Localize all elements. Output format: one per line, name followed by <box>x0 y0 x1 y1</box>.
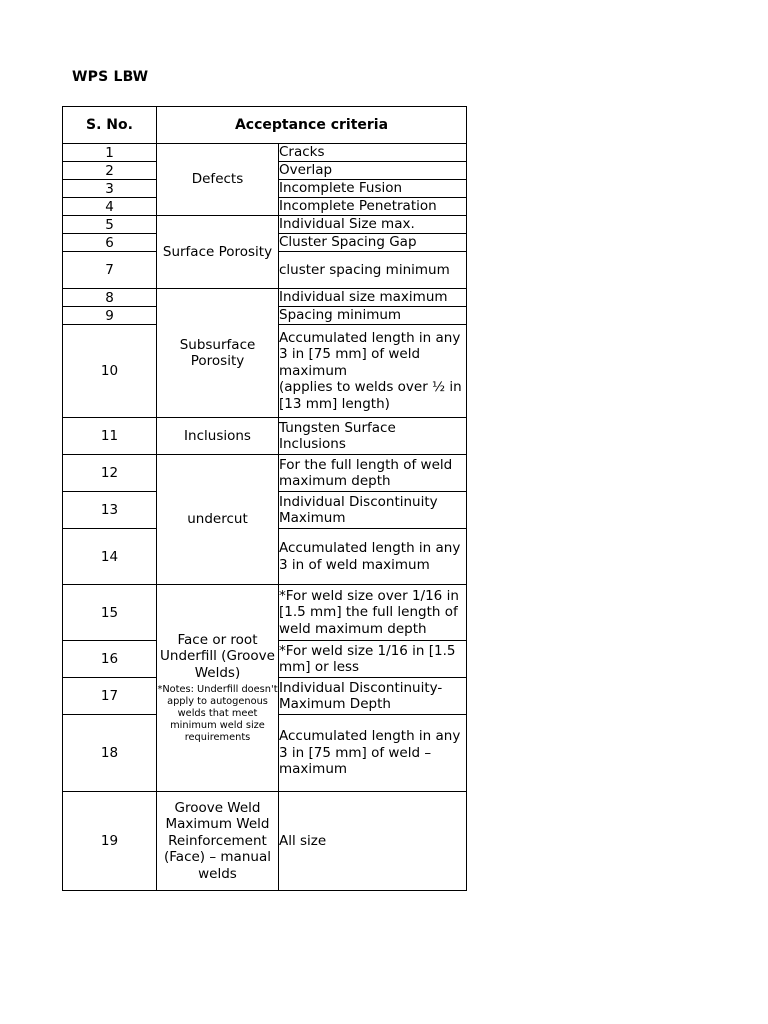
criterion-cell: Cluster Spacing Gap <box>279 234 467 252</box>
sno-cell: 9 <box>63 307 157 325</box>
document-title: WPS LBW <box>72 69 149 85</box>
underfill-note: *Notes: Underfill doesn't apply to autogenous welds that meet minimum weld size requirements <box>157 684 278 744</box>
sno-cell: 8 <box>63 289 157 307</box>
sno-cell: 6 <box>63 234 157 252</box>
sno-cell: 19 <box>63 792 157 891</box>
sno-cell: 14 <box>63 529 157 585</box>
criterion-cell: Incomplete Fusion <box>279 180 467 198</box>
acceptance-criteria-table <box>62 106 467 891</box>
table-row <box>63 418 467 455</box>
criterion-cell: Individual size maximum <box>279 289 467 307</box>
criterion-cell: Incomplete Penetration <box>279 198 467 216</box>
sno-cell: 4 <box>63 198 157 216</box>
criterion-cell: All size <box>279 792 467 891</box>
group-cell-undercut: undercut <box>157 455 279 585</box>
group-cell-inclusions: Inclusions <box>157 418 279 455</box>
criterion-cell: *For weld size 1/16 in [1.5 mm] or less <box>279 641 467 678</box>
group-cell-underfill <box>157 585 279 792</box>
group-cell-defects: Defects <box>157 144 279 216</box>
group-cell-surface-porosity: Surface Porosity <box>157 216 279 289</box>
sno-cell: 12 <box>63 455 157 492</box>
sno-cell: 16 <box>63 641 157 678</box>
group-cell-groove-weld-reinforcement: Groove Weld Maximum Weld Reinforcement (Face) – manual welds <box>157 792 279 891</box>
sno-cell: 15 <box>63 585 157 641</box>
criterion-cell: Individual Size max. <box>279 216 467 234</box>
criterion-cell: Individual Discontinuity- Maximum Depth <box>279 678 467 715</box>
table-row <box>63 585 467 641</box>
criterion-cell: Individual Discontinuity Maximum <box>279 492 467 529</box>
sno-cell: 13 <box>63 492 157 529</box>
sno-cell: 1 <box>63 144 157 162</box>
sno-cell: 7 <box>63 252 157 289</box>
group-cell-subsurface-porosity: Subsurface Porosity <box>157 289 279 418</box>
criterion-cell: Tungsten Surface Inclusions <box>279 418 467 455</box>
criterion-cell: Overlap <box>279 162 467 180</box>
table-row <box>63 792 467 891</box>
sno-cell: 2 <box>63 162 157 180</box>
criterion-cell: Spacing minimum <box>279 307 467 325</box>
criterion-cell: Accumulated length in any 3 in [75 mm] of weld – maximum <box>279 715 467 792</box>
underfill-label: Face or root Underfill (Groove Welds) <box>160 631 275 681</box>
criterion-cell: For the full length of weld maximum depth <box>279 455 467 492</box>
sno-cell: 3 <box>63 180 157 198</box>
sno-cell: 18 <box>63 715 157 792</box>
sno-cell: 17 <box>63 678 157 715</box>
sno-cell: 11 <box>63 418 157 455</box>
criterion-cell: Accumulated length in any 3 in of weld maximum <box>279 529 467 585</box>
sno-header: S. No. <box>63 107 157 144</box>
table-row <box>63 455 467 492</box>
sno-cell: 10 <box>63 325 157 418</box>
criterion-cell: Accumulated length in any 3 in [75 mm] of weld maximum (applies to welds over ½ in [13 mm] length) <box>279 325 467 418</box>
table-row <box>63 216 467 234</box>
table-row <box>63 144 467 162</box>
criterion-cell: *For weld size over 1/16 in [1.5 mm] the full length of weld maximum depth <box>279 585 467 641</box>
table-row <box>63 289 467 307</box>
criteria-header: Acceptance criteria <box>157 107 467 144</box>
sno-cell: 5 <box>63 216 157 234</box>
criterion-cell: Cracks <box>279 144 467 162</box>
table-header-row <box>63 107 467 144</box>
criterion-cell: cluster spacing minimum <box>279 252 467 289</box>
